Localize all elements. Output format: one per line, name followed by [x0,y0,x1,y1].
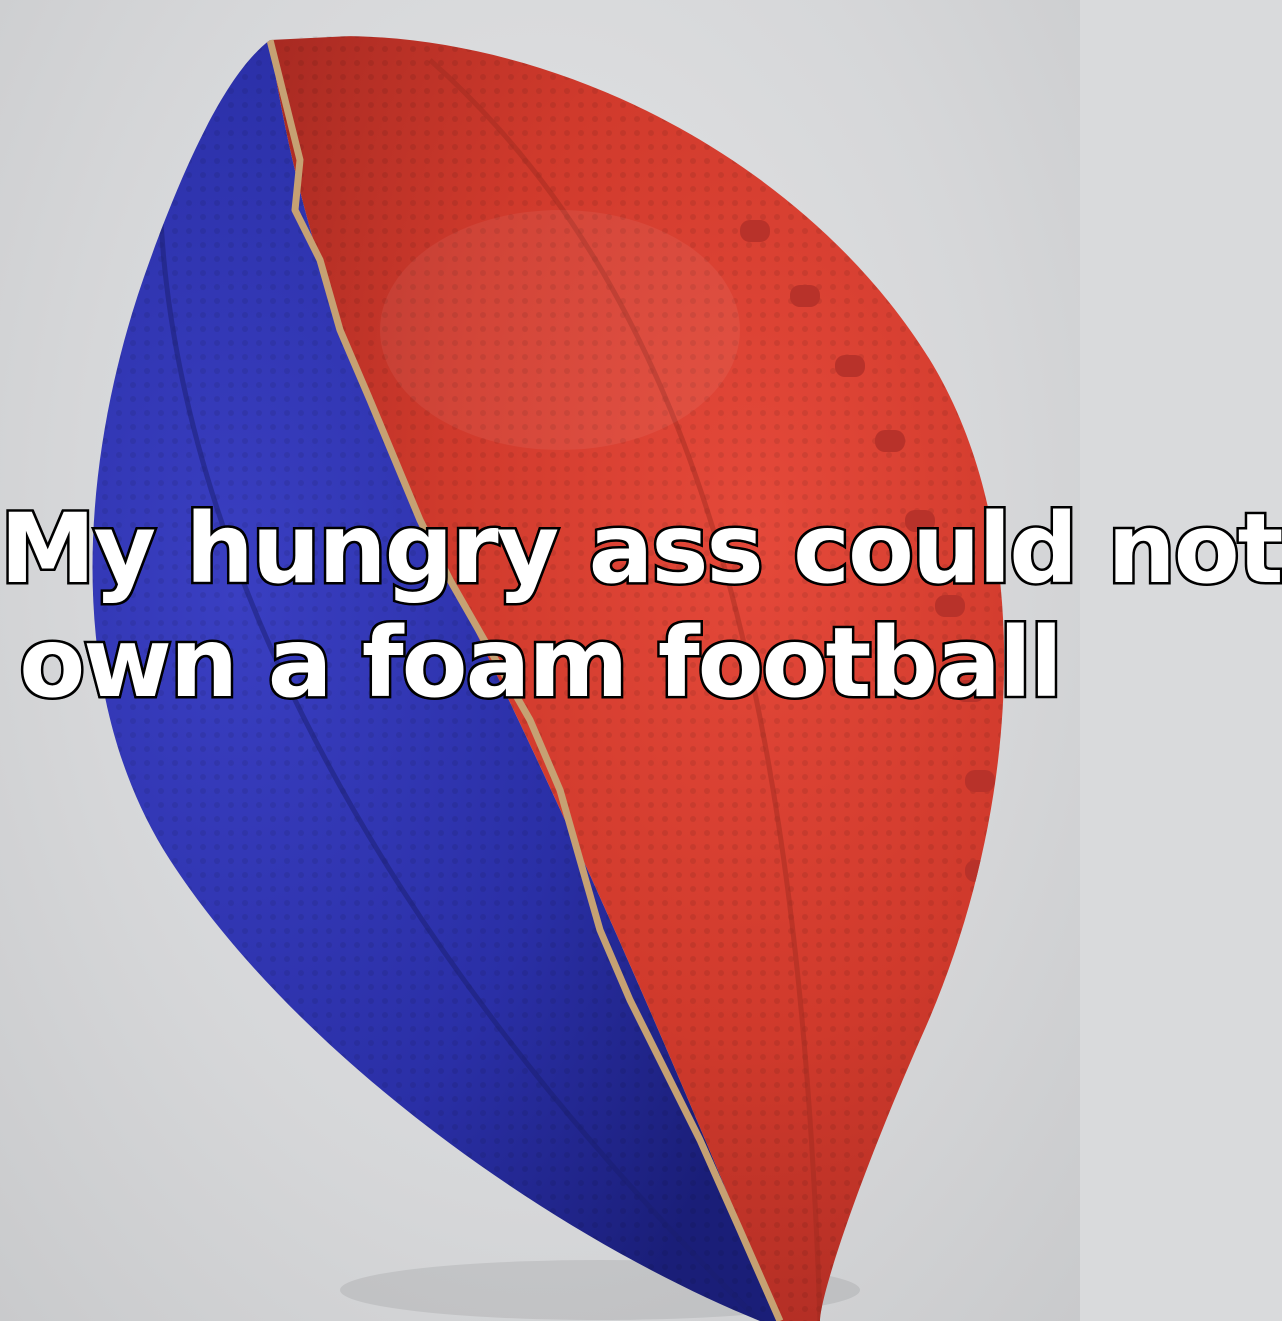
caption-line-2: own a foam football [19,607,1061,719]
meme-caption [0,492,1282,720]
ball-highlight [380,210,740,450]
caption-line-1: My hungry ass could not [0,493,1282,605]
